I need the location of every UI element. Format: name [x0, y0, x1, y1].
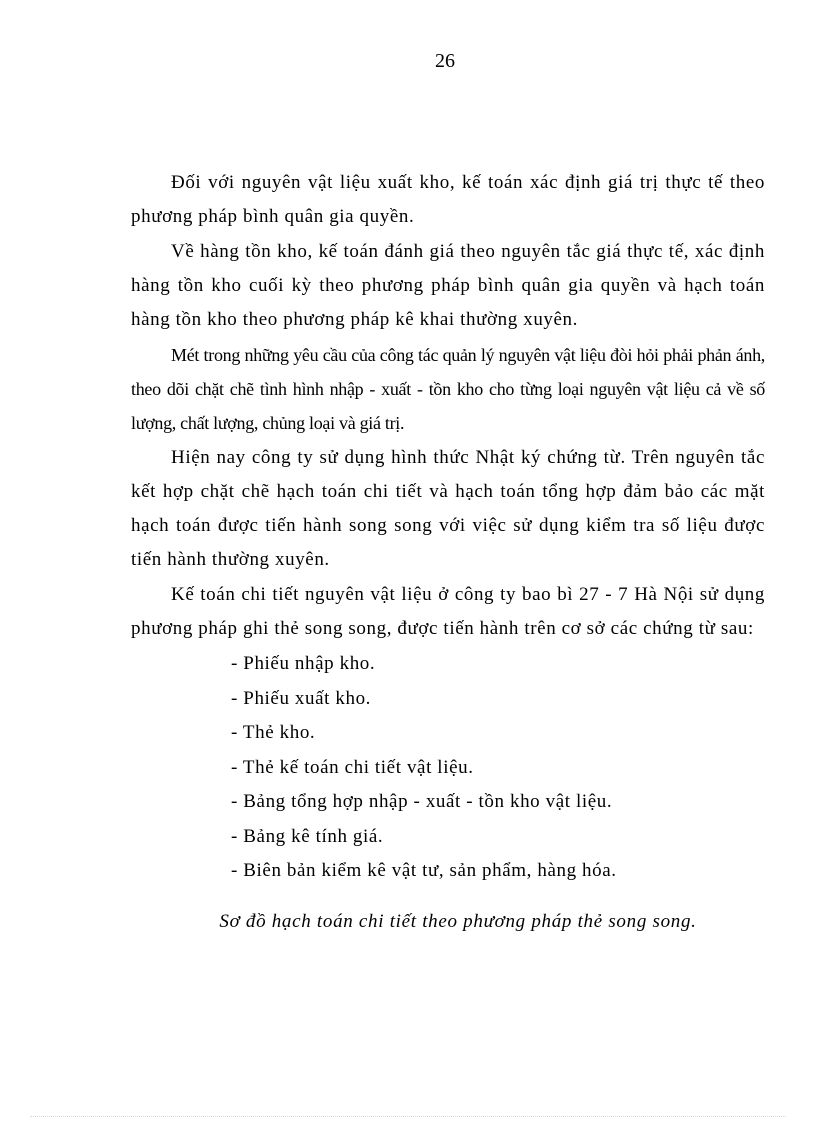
- paragraph-journal-form: Hiện nay công ty sử dụng hình thức Nhật ký chứng từ. Trên nguyên tắc kết hợp chặt chẽ hạch toán chi tiết và hạch toán tổng hợp đảm bảo các mặt hạch toán được tiến hành song song với việc sử dụng kiểm tra số liệu được tiến hành thường xuyên.: [131, 447, 765, 570]
- list-item: - Phiếu xuất kho.: [231, 687, 372, 709]
- document-body: [131, 166, 765, 933]
- documents-list: [131, 647, 765, 889]
- bottom-divider: [30, 1116, 786, 1117]
- paragraph-management-requirements: Mét trong những yêu cầu của công tác quản lý nguyên vật liệu đòi hỏi phải phản ánh, theo dõi chặt chẽ tình hình nhập - xuất - tồn kho cho từng loại nguyên vật liệu cả về số lượng, chất lượng, chủng loại và giá trị.: [131, 345, 765, 433]
- list-item: - Bảng kê tính giá.: [231, 825, 384, 847]
- list-item: - Biên bản kiểm kê vật tư, sản phẩm, hàng hóa.: [231, 860, 617, 881]
- paragraph-detail-accounting: Kế toán chi tiết nguyên vật liệu ở công ty bao bì 27 - 7 Hà Nội sử dụng phương pháp ghi thẻ song song, được tiến hành trên cơ sở các chứng từ sau:: [131, 584, 765, 639]
- paragraph-inventory-valuation: Về hàng tồn kho, kế toán đánh giá theo nguyên tắc giá thực tế, xác định hàng tồn kho cuối kỳ theo phương pháp bình quân gia quyền và hạch toán hàng tồn kho theo phương pháp kê khai thường xuyên.: [131, 241, 765, 330]
- list-item: - Bảng tổng hợp nhập - xuất - tồn kho vật liệu.: [231, 791, 613, 812]
- paragraph-valuation-outgoing: Đối với nguyên vật liệu xuất kho, kế toán xác định giá trị thực tế theo phương pháp bình quân gia quyền.: [131, 172, 765, 227]
- list-item: - Thẻ kế toán chi tiết vật liệu.: [231, 756, 474, 778]
- diagram-caption: Sơ đồ hạch toán chi tiết theo phương pháp thẻ song song.: [219, 910, 697, 932]
- page-number: 26: [435, 50, 455, 72]
- list-item: - Thẻ kho.: [231, 722, 316, 743]
- list-item: - Phiếu nhập kho.: [231, 653, 376, 674]
